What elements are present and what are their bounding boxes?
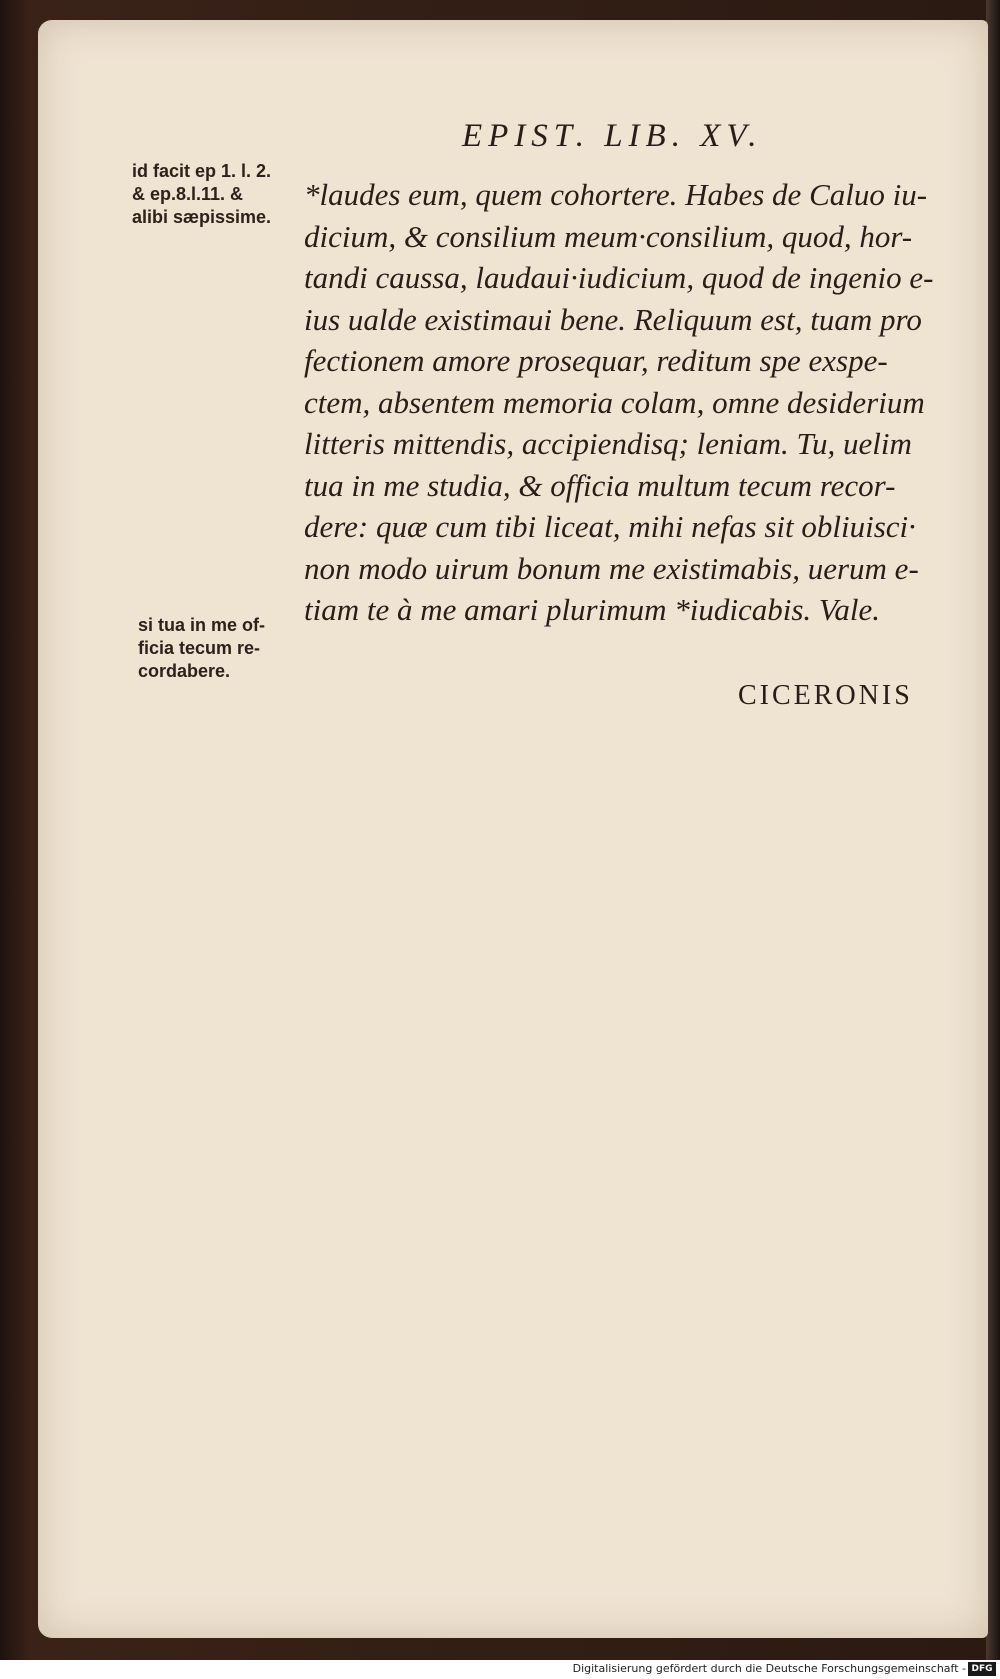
- dfg-logo: DFG: [968, 1662, 996, 1676]
- text-line: dicium, & consilium meum·consilium, quod, hor-: [304, 218, 913, 254]
- margin-note-line: & ep.8.l.11. &: [132, 184, 244, 204]
- body-text: [304, 174, 962, 631]
- margin-note-1: [132, 160, 271, 229]
- text-line: dere: quæ cum tibi liceat, mihi nefas sit obliuisci·: [304, 509, 916, 544]
- margin-note-line: id facit ep 1. l. 2.: [132, 161, 272, 181]
- margin-note-line: si tua in me of-: [138, 615, 266, 635]
- book-edge: [986, 0, 1000, 1660]
- text-line: litteris mittendis, accipiendisq; leniam. Tu, uelim: [304, 426, 912, 461]
- text-line: *laudes eum, quem cohortere. Habes de Caluo iu-: [304, 177, 928, 212]
- text-line: tiam te à me amari plurimum *iudicabis. Vale.: [304, 592, 881, 627]
- text-line: tandi caussa, laudaui·iudicium, quod de ingenio e-: [304, 260, 934, 295]
- margin-note-2: [138, 614, 265, 683]
- text-line: fectionem amore prosequar, reditum spe exspe-: [304, 343, 888, 378]
- running-header: EPIST. LIB. XV.: [462, 118, 763, 154]
- catchword: CICERONIS: [738, 680, 913, 711]
- margin-note-line: ficia tecum re-: [138, 638, 261, 658]
- text-line: ius ualde existimaui bene. Reliquum est, tuam pro: [304, 301, 922, 337]
- text-line: tua in me studia, & officia multum tecum recor-: [304, 467, 896, 503]
- text-line: ctem, absentem memoria colam, omne desiderium: [304, 384, 925, 420]
- footer-credit: Digitalisierung gefördert durch die Deutsche Forschungsgemeinschaft -: [572, 1662, 966, 1675]
- text-line: non modo uirum bonum me existimabis, uerum e-: [304, 550, 919, 586]
- margin-note-line: alibi sæpissime.: [132, 207, 272, 227]
- margin-note-line: cordabere.: [138, 661, 231, 681]
